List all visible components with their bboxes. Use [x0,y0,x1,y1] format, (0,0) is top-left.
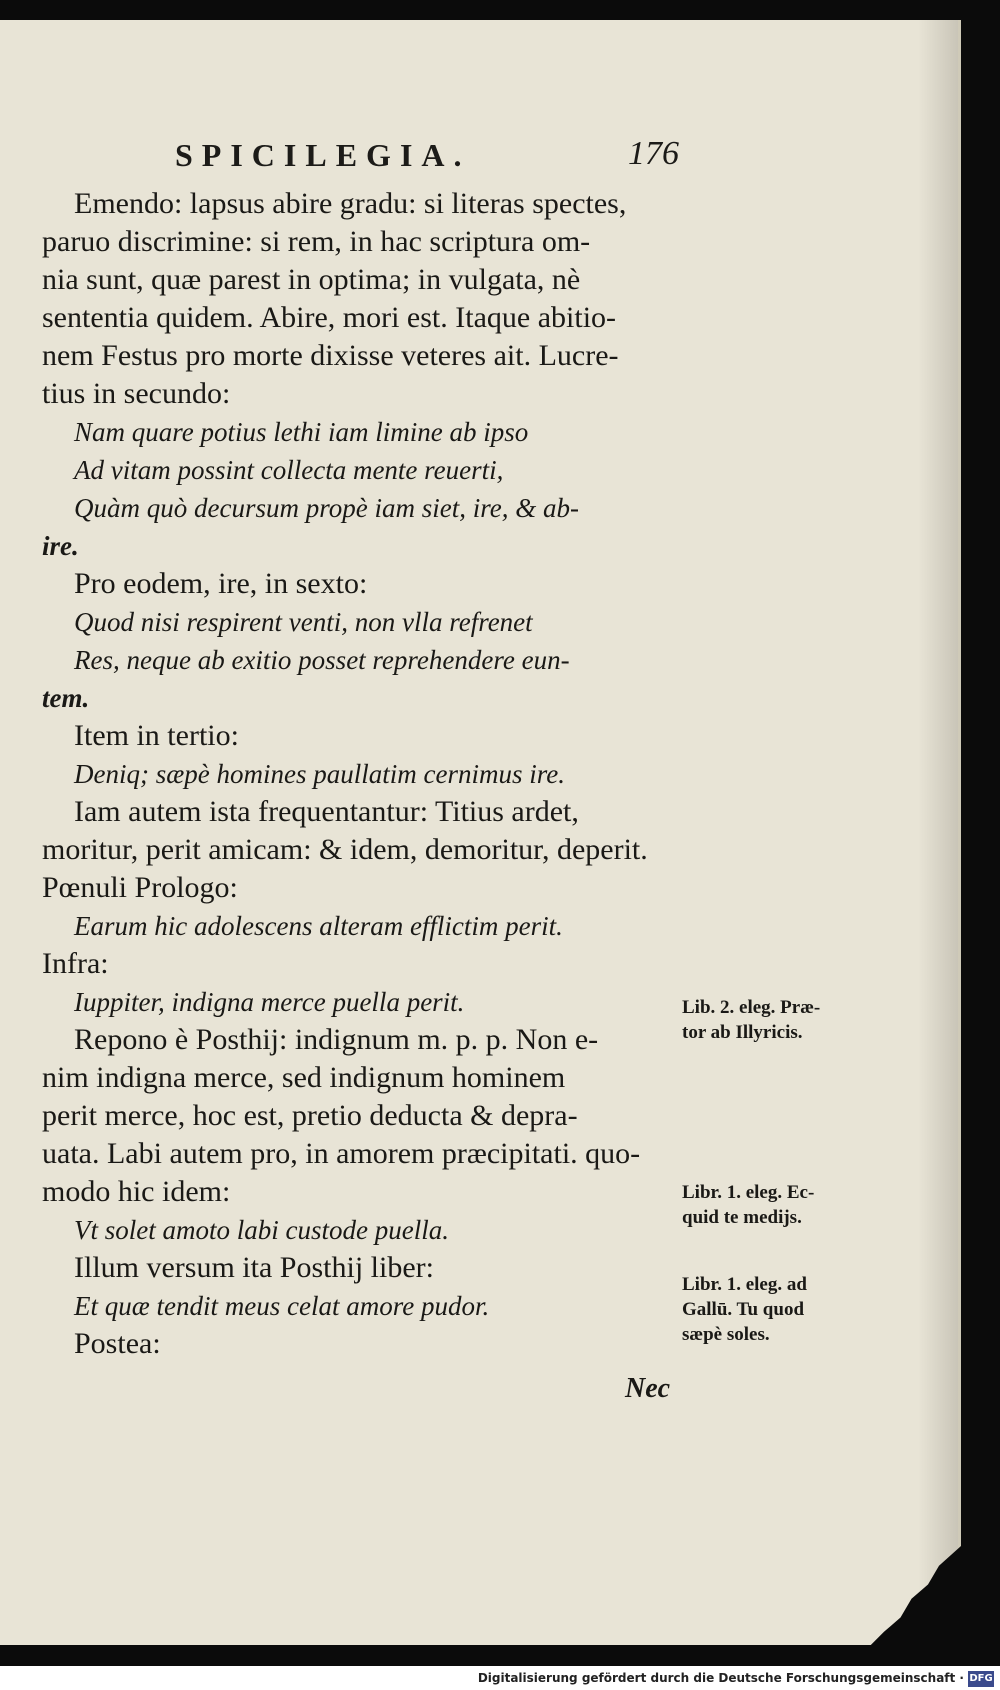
margin-note [682,995,892,1045]
verse-line: tem. [42,683,90,713]
verse-line: Et quæ tendit meus celat amore pudor. [74,1291,490,1321]
book-page [0,20,961,1645]
text-line: Repono è Posthij: indignum m. p. p. Non e- [74,1023,599,1056]
funding-credit: Digitalisierung gefördert durch die Deutsche Forschungsgemeinschaft · [477,1671,964,1685]
dfg-logo-icon: DFG [968,1671,994,1687]
text-line: Iam autem ista frequentantur: Titius ardet, [74,795,579,828]
margin-note-line: Libr. 1. eleg. ad [682,1274,807,1295]
text-line: Illum versum ita Posthij liber: [74,1251,434,1284]
margin-note [682,1180,892,1230]
verse-line: Quàm quò decursum propè iam siet, ire, & ab- [74,493,579,523]
text-line: nim indigna merce, sed indignum hominem [42,1061,566,1094]
margin-note-line: tor ab Illyricis. [682,1022,803,1043]
verse-line: ire. [42,531,79,561]
verse-line: Quod nisi respirent venti, non vlla refrenet [74,607,533,637]
text-line: nem Festus pro morte dixisse veteres ait. Lucre- [42,339,619,372]
footer-bar [0,1666,1000,1690]
text-line: Emendo: lapsus abire gradu: si literas spectes, [74,187,627,220]
running-title: SPICILEGIA. [175,137,471,173]
text-line: modo hic idem: [42,1175,231,1208]
body-text [42,185,682,1363]
text-line: Infra: [42,947,109,980]
text-line: Pro eodem, ire, in sexto: [74,567,368,600]
text-line: tius in secundo: [42,377,231,410]
text-line: moritur, perit amicam: & idem, demoritur, deperit. [42,833,648,866]
verse-line: Iuppiter, indigna merce puella perit. [74,987,465,1017]
margin-note-line: quid te medijs. [682,1207,802,1228]
text-line: Item in tertio: [74,719,239,752]
text-line: nia sunt, quæ parest in optima; in vulgata, nè [42,263,581,296]
verse-line: Deniq; sæpè homines paullatim cernimus ire. [74,759,565,789]
page-edge-shadow [918,20,958,1645]
margin-note-line: Libr. 1. eleg. Ec- [682,1182,815,1203]
text-line: uata. Labi autem pro, in amorem præcipitati. quo- [42,1137,641,1170]
catchword: Nec [625,1373,671,1404]
text-line: sententia quidem. Abire, mori est. Itaque abitio- [42,301,617,334]
verse-line: Nam quare potius lethi iam limine ab ipso [74,417,529,447]
verse-line: Ad vitam possint collecta mente reuerti, [74,455,504,485]
verse-line: Res, neque ab exitio posset reprehendere eun- [74,645,570,675]
verse-line: Vt solet amoto labi custode puella. [74,1215,449,1245]
margin-note [682,1272,892,1347]
page-number: 176 [628,135,679,172]
text-line: paruo discrimine: si rem, in hac scriptura om- [42,225,591,258]
verse-line: Earum hic adolescens alteram efflictim perit. [74,911,563,941]
text-line: Postea: [74,1327,161,1360]
margin-note-line: Lib. 2. eleg. Præ- [682,997,821,1018]
text-line: Pœnuli Prologo: [42,871,238,904]
text-line: perit merce, hoc est, pretio deducta & depra- [42,1099,578,1132]
margin-note-line: Gallū. Tu quod [682,1299,805,1320]
margin-note-line: sæpè soles. [682,1324,770,1345]
